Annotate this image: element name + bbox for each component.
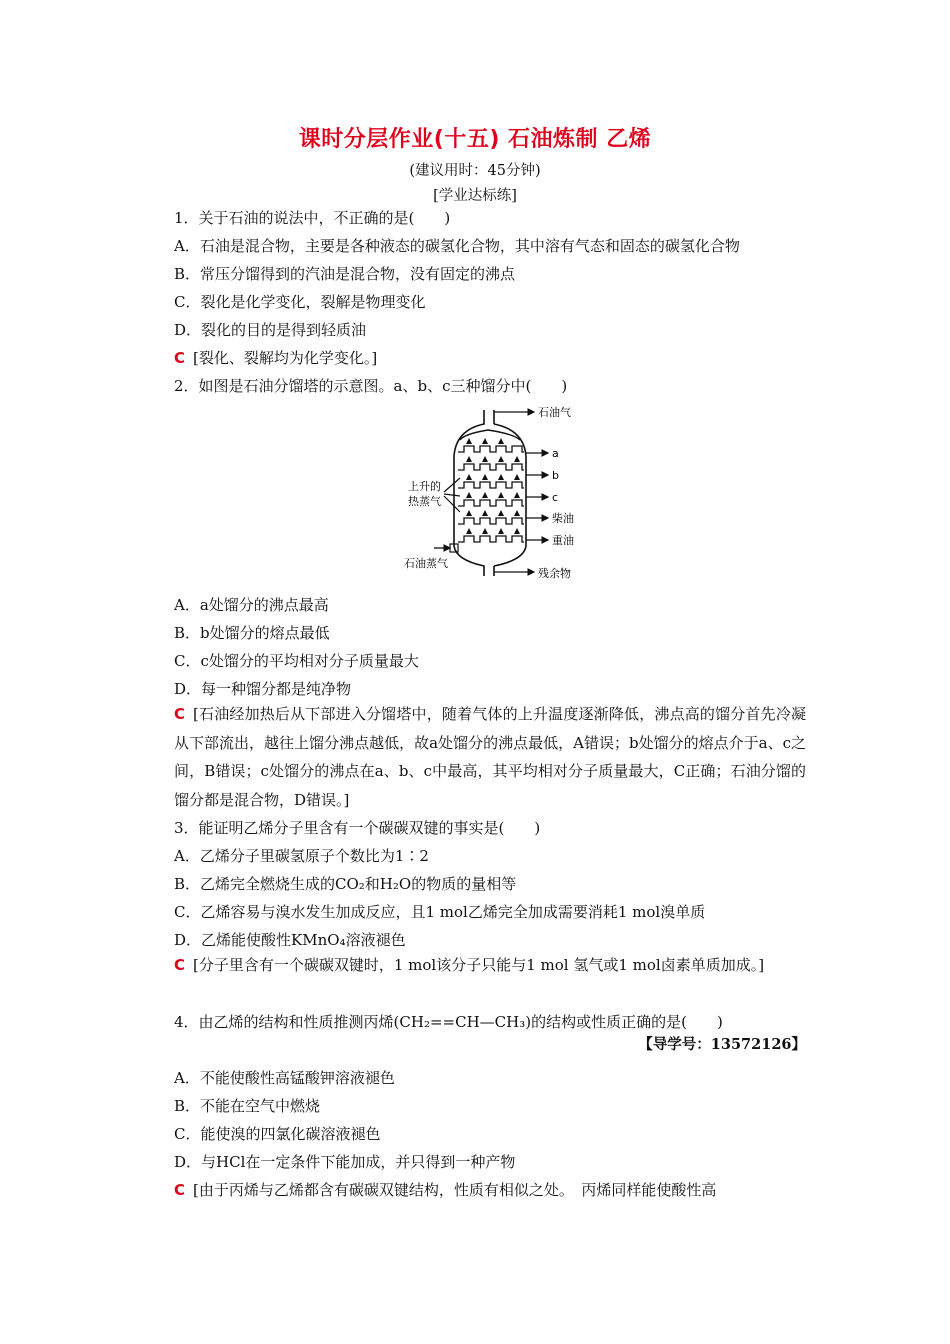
q3-option-a: A．乙烯分子里碳氢原子个数比为1∶2	[174, 847, 429, 865]
label-c: c	[552, 491, 559, 504]
q3-stem: 3．能证明乙烯分子里含有一个碳碳双键的事实是( )	[174, 819, 541, 837]
q1-option-c: C．裂化是化学变化，裂解是物理变化	[174, 293, 426, 311]
q4-option-d: D．与HCl在一定条件下能加成，并只得到一种产物	[174, 1153, 516, 1171]
q4-option-b: B．不能在空气中燃烧	[174, 1097, 321, 1115]
q3-option-b: B．乙烯完全燃烧生成的CO₂和H₂O的物质的量相等	[174, 875, 517, 893]
q1-option-a: A．石油是混合物，主要是各种液态的碳氢化合物，其中溶有气态和固态的碳氢化合物	[174, 237, 740, 255]
label-rising-1: 上升的	[408, 480, 441, 493]
page-title: 课时分层作业(十五) 石油炼制 乙烯	[298, 127, 652, 152]
q3-option-c: C．乙烯容易与溴水发生加成反应，且1 mol乙烯完全加成需要消耗1 mol溴单质	[174, 903, 706, 921]
label-heavy-oil: 重油	[552, 534, 574, 547]
q3-option-d: D．乙烯能使酸性KMnO₄溶液褪色	[174, 931, 406, 949]
label-residue: 残余物	[538, 567, 571, 580]
label-diesel: 柴油	[552, 512, 574, 525]
label-rising-2: 热蒸气	[408, 495, 441, 508]
q2-stem: 2．如图是石油分馏塔的示意图。a、b、c三种馏分中( )	[174, 377, 568, 395]
q1-answer-letter: C	[174, 349, 186, 367]
q2-option-d: D．每一种馏分都是纯净物	[174, 680, 352, 698]
q3-answer	[174, 951, 806, 980]
q4-stem: 4．由乙烯的结构和性质推测丙烯(CH₂==CH—CH₃)的结构或性质正确的是( )	[174, 1013, 723, 1031]
q1-option-b: B．常压分馏得到的汽油是混合物，没有固定的沸点	[174, 265, 516, 283]
q3-explanation: [分子里含有一个碳碳双键时，1 mol该分子只能与1 mol 氢气或1 mol卤素单质加成。]	[193, 956, 765, 974]
q2-explanation: [石油经加热后从下部进入分馏塔中，随着气体的上升温度逐渐降低，沸点高的馏分首先冷凝从下部流出，越往上馏分沸点越低，故a处馏分的沸点最低，A错误；b处馏分的熔点介于a、c之间，B错误；c处馏分的沸点在a、b、c中最高，其平均相对分子质量最大，C正确；石油分馏的馏分都是混合物，D错误。]	[174, 705, 806, 809]
label-a: a	[552, 447, 559, 460]
q1-explanation: [裂化、裂解均为化学变化。]	[193, 349, 378, 367]
q2-answer	[174, 700, 806, 814]
q4-answer-letter: C	[174, 1181, 186, 1199]
q2-answer-letter: C	[174, 705, 186, 723]
label-b: b	[552, 469, 559, 482]
label-petroleum-gas: 石油气	[538, 406, 571, 419]
section-heading: [学业达标练]	[433, 188, 517, 204]
suggested-time: (建议用时：45分钟)	[409, 163, 541, 179]
label-feed: 石油蒸气	[404, 557, 448, 570]
q4-option-a: A．不能使酸性高锰酸钾溶液褪色	[174, 1069, 395, 1087]
q2-option-a: A．a处馏分的沸点最高	[174, 596, 329, 614]
q4-answer	[174, 1179, 716, 1200]
q4-explanation: [由于丙烯与乙烯都含有碳碳双键结构，性质有相似之处。 丙烯同样能使酸性高	[193, 1181, 717, 1199]
q3-answer-letter: C	[174, 956, 186, 974]
q1-answer	[174, 347, 377, 368]
guide-number: 【导学号：13572126】	[638, 1036, 806, 1053]
tower-outline	[454, 410, 526, 576]
q1-option-d: D．裂化的目的是得到轻质油	[174, 321, 367, 339]
q2-option-b: B．b处馏分的熔点最低	[174, 624, 330, 642]
q2-option-c: C．c处馏分的平均相对分子质量最大	[174, 652, 419, 670]
q1-stem: 1．关于石油的说法中，不正确的是( )	[174, 209, 451, 227]
q4-option-c: C．能使溴的四氯化碳溶液褪色	[174, 1125, 381, 1143]
distillation-tower-diagram	[398, 400, 612, 586]
